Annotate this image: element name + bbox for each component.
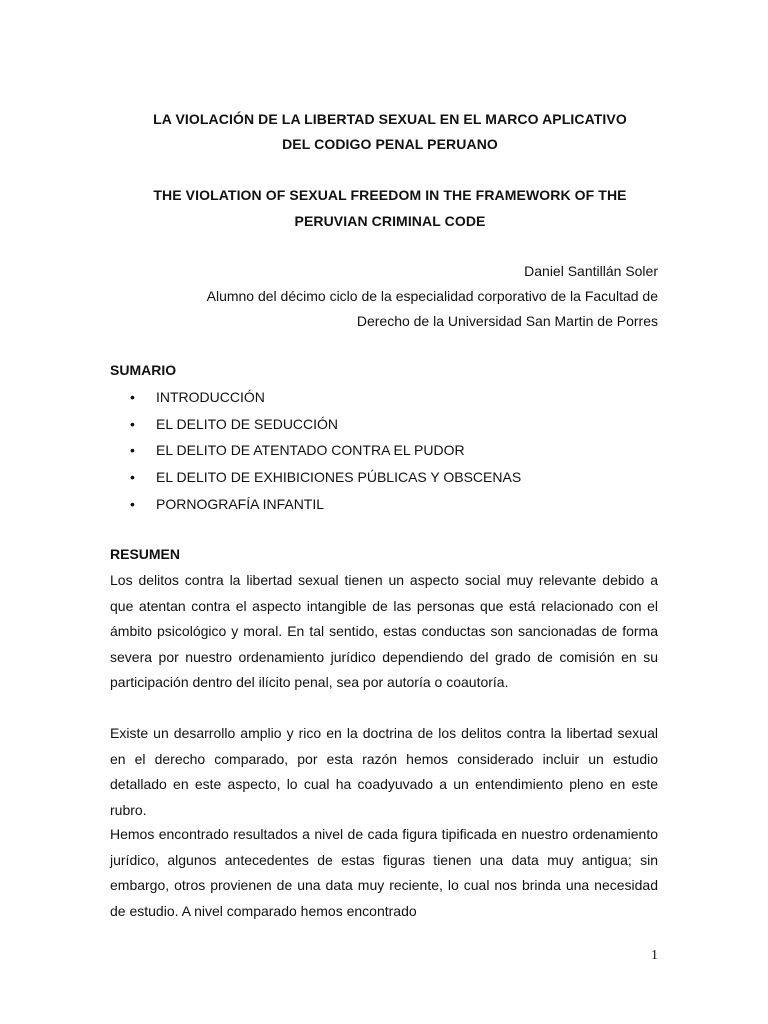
bullet-icon: • bbox=[130, 442, 135, 458]
sumario-item-label: EL DELITO DE ATENTADO CONTRA EL PUDOR bbox=[156, 442, 465, 458]
page-number: 1 bbox=[651, 948, 658, 963]
bullet-icon: • bbox=[130, 496, 135, 512]
author-name: Daniel Santillán Soler bbox=[524, 263, 658, 279]
resumen-paragraph-3: Hemos encontrado resultados a nivel de cada figura tipificada en nuestro ordenamiento jurídico, algunos antecedentes de estas figuras tienen una data muy antigua; sin embargo, otros provienen de una data muy reciente, lo cual nos brinda una necesidad de estudio. A nivel comparado hemos encontrado bbox=[110, 826, 658, 919]
title-es-line-2: DEL CODIGO PENAL PERUANO bbox=[282, 136, 498, 152]
sumario-item bbox=[130, 469, 521, 485]
sumario-item bbox=[130, 416, 338, 432]
sumario-item bbox=[130, 496, 324, 512]
sumario-heading: SUMARIO bbox=[110, 362, 177, 378]
resumen-paragraph-2: Existe un desarrollo amplio y rico en la doctrina de los delitos contra la libertad sexual en el derecho comparado, por esta razón hemos considerado incluir un estudio detallado en este aspecto, lo cual ha coadyuvado a un entendimiento pleno en este rubro. bbox=[110, 725, 658, 818]
title-en-line-2: PERUVIAN CRIMINAL CODE bbox=[294, 213, 486, 229]
bullet-icon: • bbox=[130, 389, 135, 405]
sumario-item bbox=[130, 389, 265, 405]
resumen-heading: RESUMEN bbox=[110, 546, 181, 562]
sumario-item-label: EL DELITO DE EXHIBICIONES PÚBLICAS Y OBSCENAS bbox=[156, 469, 522, 485]
bullet-icon: • bbox=[130, 416, 135, 432]
resumen-paragraph-1: Los delitos contra la libertad sexual tienen un aspecto social muy relevante debido a que atentan contra el aspecto intangible de las personas que está relacionado con el ámbito psicológico y moral. En tal sentido, estas conductas son sancionadas de forma severa por nuestro ordenamiento jurídico dependiendo del grado de comisión en su participación dentro del ilícito penal, sea por autoría o coautoría. bbox=[110, 572, 658, 690]
sumario-item bbox=[130, 442, 465, 458]
author-affiliation-line-2: Derecho de la Universidad San Martin de Porres bbox=[356, 313, 658, 329]
sumario-item-label: EL DELITO DE SEDUCCIÓN bbox=[156, 416, 339, 432]
title-en-line-1: THE VIOLATION OF SEXUAL FREEDOM IN THE FRAMEWORK OF THE bbox=[153, 187, 627, 203]
author-affiliation-line-1: Alumno del décimo ciclo de la especialidad corporativo de la Facultad de bbox=[206, 288, 658, 304]
sumario-item-label: PORNOGRAFÍA INFANTIL bbox=[156, 496, 325, 512]
bullet-icon: • bbox=[130, 469, 135, 485]
sumario-item-label: INTRODUCCIÓN bbox=[156, 389, 265, 405]
title-es-line-1: LA VIOLACIÓN DE LA LIBERTAD SEXUAL EN EL MARCO APLICATIVO bbox=[153, 111, 627, 127]
